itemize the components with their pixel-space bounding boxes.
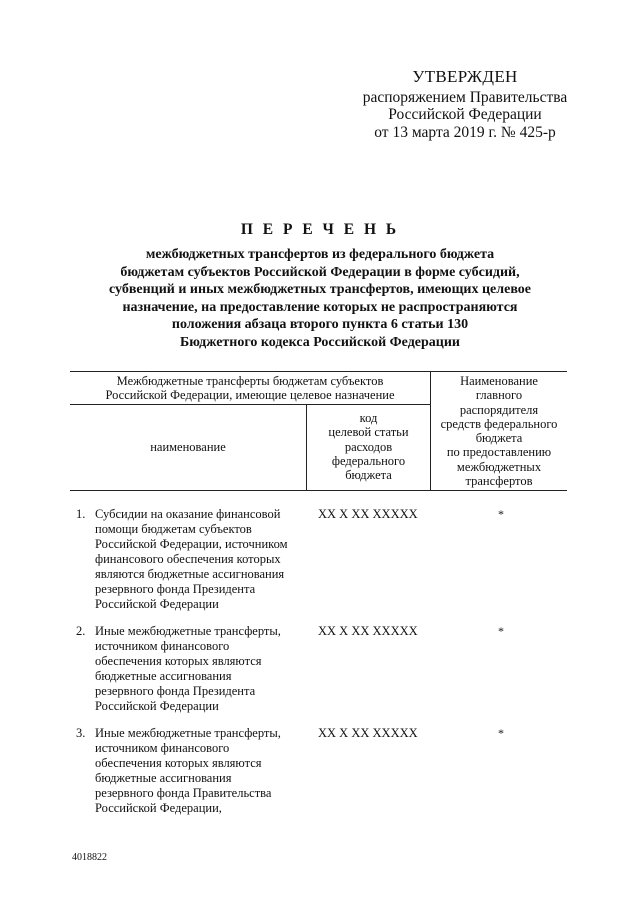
row-name: Иные межбюджетные трансферты, источником финансового обеспечения которых являются бюджетные ассигнования резервного фонда Президента Российской Федерации bbox=[95, 624, 281, 713]
document-subtitle bbox=[60, 246, 580, 352]
approval-line: распоряжением Правительства bbox=[362, 88, 568, 106]
row-administrator: * bbox=[498, 624, 504, 638]
column-header-administrator: Наименование главного распорядителя средств федерального бюджета по предоставлению межбюджетных трансфертов bbox=[440, 374, 558, 489]
subtitle-line: межбюджетных трансфертов из федерального бюджета bbox=[145, 247, 495, 262]
subtitle-line: Бюджетного кодекса Российской Федерации bbox=[179, 334, 460, 350]
row-code: ХХ Х ХХ ХХХХХ bbox=[318, 507, 418, 521]
table-header-bottom-border bbox=[70, 490, 567, 491]
document-title: П Е Р Е Ч Е Н Ь bbox=[240, 221, 400, 238]
table-top-border bbox=[70, 371, 567, 372]
approval-line: от 13 марта 2019 г. № 425-р bbox=[374, 123, 556, 141]
row-code: ХХ Х ХХ ХХХХХ bbox=[318, 726, 418, 740]
column-header-name: наименование bbox=[150, 440, 226, 454]
row-code: ХХ Х ХХ ХХХХХ bbox=[318, 624, 418, 638]
subtitle-line: субвенций и иных межбюджетных трансфертов, имеющих целевое bbox=[108, 282, 532, 298]
approval-stamp: УТВЕРЖДЕН bbox=[412, 67, 518, 86]
subtitle-line: положения абзаца второго пункта 6 статьи 130 bbox=[171, 317, 469, 333]
table-group-divider bbox=[70, 404, 430, 405]
row-administrator: * bbox=[498, 507, 504, 521]
subtitle-line: бюджетам субъектов Российской Федерации в форме субсидий, bbox=[120, 264, 520, 280]
row-number: 1. bbox=[76, 507, 86, 521]
subtitle-line: назначение, на предоставление которых не распространяются bbox=[122, 299, 518, 315]
row-administrator: * bbox=[498, 726, 504, 740]
column-header-code: код целевой статьи расходов федерального бюджета bbox=[328, 411, 409, 483]
approval-line: Российской Федерации bbox=[388, 106, 542, 123]
row-name: Иные межбюджетные трансферты, источником финансового обеспечения которых являются бюджетные ассигнования резервного фонда Правительства Российской Федерации, bbox=[95, 726, 281, 815]
approval-block bbox=[340, 68, 590, 141]
row-number: 3. bbox=[76, 726, 86, 740]
row-number: 2. bbox=[76, 624, 86, 638]
document-id: 4018822 bbox=[72, 852, 107, 863]
table-group-header: Межбюджетные трансферты бюджетам субъектов Российской Федерации, имеющие целевое назначение bbox=[105, 374, 395, 403]
row-name: Субсидии на оказание финансовой помощи бюджетам субъектов Российской Федерации, источником финансового обеспечения которых являются бюджетные ассигнования резервного фонда Президента Российской Федерации bbox=[95, 507, 288, 611]
